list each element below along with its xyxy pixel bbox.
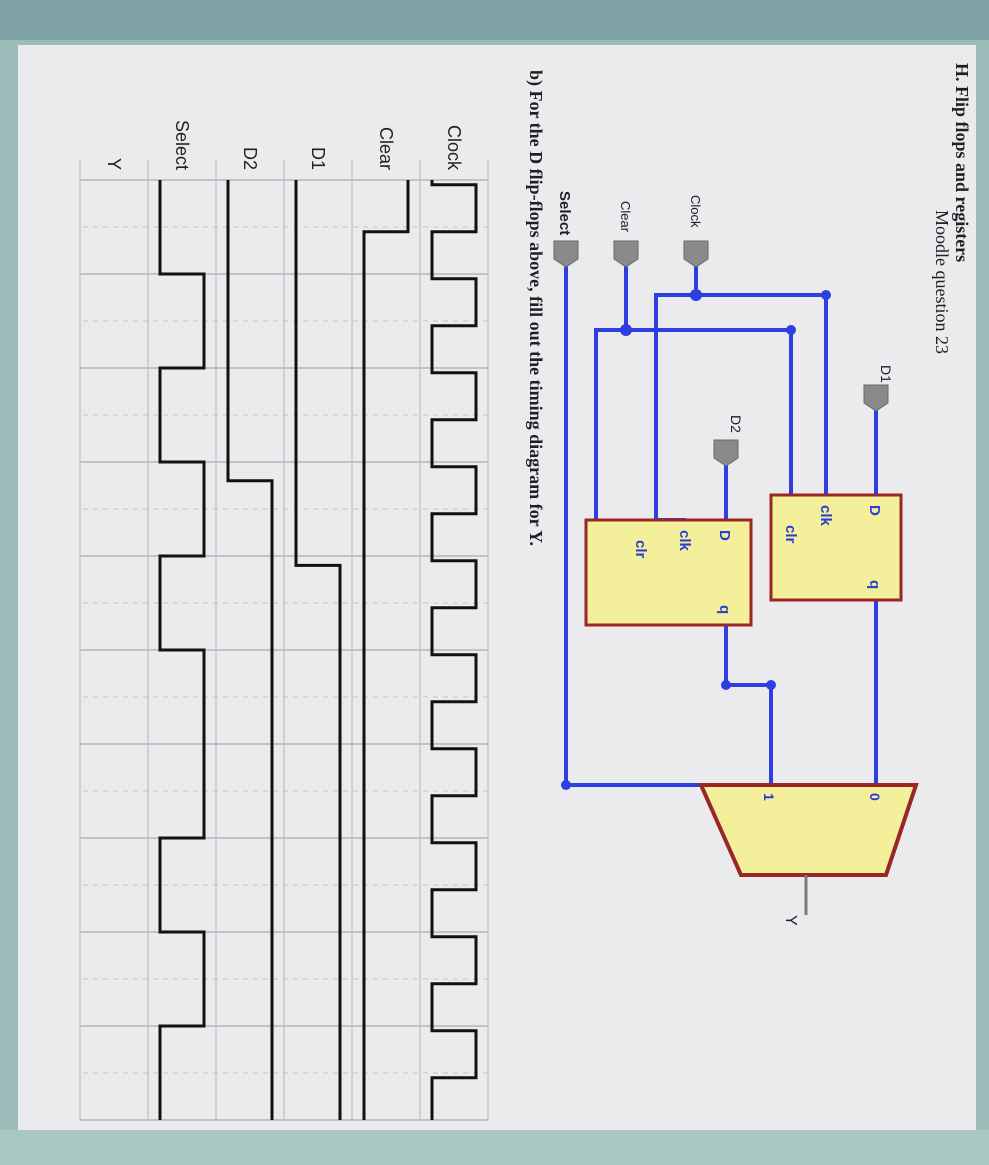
output-y-label: Y [782, 915, 799, 926]
signal-label-clock: Clock [444, 124, 464, 170]
wire-q2 [726, 625, 771, 785]
pin-d1-label: D1 [878, 365, 894, 383]
signal-label-clear: Clear [376, 126, 396, 170]
signal-label-y: Y [104, 157, 124, 170]
ff1-d-label: D [866, 505, 883, 516]
section-title: H. Flip flops and registers [952, 63, 972, 263]
ff2-d-label: D [716, 530, 733, 541]
junction-dot [620, 324, 632, 336]
ff2-q-label: q [716, 605, 733, 615]
junction-dot [721, 680, 731, 690]
junction-dot [786, 325, 796, 335]
section-subtitle: Moodle question 23 [932, 210, 952, 354]
ff1-clr-label: clr [782, 525, 799, 544]
multiplexer [701, 785, 916, 875]
monitor-screen [18, 45, 976, 1130]
pin-d1 [864, 385, 888, 411]
ff2-clk-label: clk [676, 530, 693, 551]
timing-diagram [18, 45, 516, 1130]
mux-input-0: 0 [867, 793, 883, 801]
pin-clear-label: Clear [618, 201, 633, 233]
question-text: b) For the D flip-flops above, fill out the timing diagram for Y. [526, 70, 546, 546]
pin-clock-label: Clock [688, 195, 703, 228]
junction-dot [561, 780, 571, 790]
junction-dot [766, 680, 776, 690]
junction-dot [690, 289, 702, 301]
signal-label-select: Select [172, 119, 192, 170]
pin-d2-label: D2 [728, 415, 744, 433]
signal-label-d1: D1 [308, 146, 328, 170]
pin-d2 [714, 440, 738, 466]
pin-clear [614, 241, 638, 267]
wire-clear-ff2 [596, 330, 626, 520]
pin-select [554, 241, 578, 267]
junction-dot [821, 290, 831, 300]
pin-clock [684, 241, 708, 267]
ff2-clr-label: clr [632, 540, 649, 559]
ff1-q-label: q [866, 580, 883, 590]
rotated-page [18, 45, 976, 1130]
signal-label-d2: D2 [240, 146, 260, 170]
mux-input-1: 1 [761, 793, 777, 801]
pin-select-label: Select [556, 191, 573, 236]
ff1-clk-label: clk [817, 505, 834, 526]
